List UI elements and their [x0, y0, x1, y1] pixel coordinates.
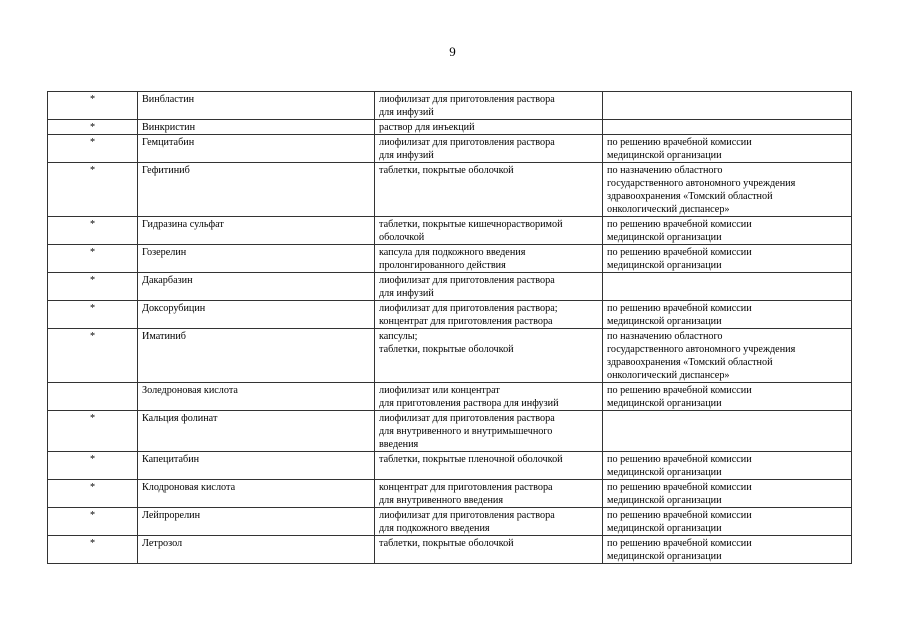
prescription-note	[603, 245, 852, 273]
dosage-form-line: введения	[379, 439, 419, 450]
table-row	[48, 508, 852, 536]
prescription-note-line: государственного автономного учреждения	[607, 344, 796, 355]
dosage-form-line: лиофилизат для приготовления раствора	[379, 510, 555, 521]
dosage-form-line: таблетки, покрытые оболочкой	[379, 165, 514, 176]
dosage-form-line: лиофилизат для приготовления раствора	[379, 413, 555, 424]
dosage-form-line: для приготовления раствора для инфузий	[379, 398, 559, 409]
table-row	[48, 383, 852, 411]
drug-name: Кальция фолинат	[138, 411, 375, 452]
dosage-form-line: таблетки, покрытые кишечнорастворимой	[379, 219, 563, 230]
dosage-form	[375, 273, 603, 301]
table-row	[48, 536, 852, 564]
drug-name: Летрозол	[138, 536, 375, 564]
prescription-note	[603, 452, 852, 480]
prescription-note	[603, 301, 852, 329]
dosage-form-line: для внутривенного введения	[379, 495, 504, 506]
dosage-form-line: для инфузий	[379, 288, 434, 299]
row-mark: *	[48, 135, 138, 163]
dosage-form	[375, 301, 603, 329]
prescription-note	[603, 163, 852, 217]
drug-name: Доксорубицин	[138, 301, 375, 329]
prescription-note	[603, 92, 852, 120]
prescription-note-line: медицинской организации	[607, 523, 722, 534]
prescription-note	[603, 508, 852, 536]
table-row	[48, 120, 852, 135]
dosage-form-line: для подкожного введения	[379, 523, 490, 534]
drug-name: Капецитабин	[138, 452, 375, 480]
drug-name: Гидразина сульфат	[138, 217, 375, 245]
prescription-note	[603, 536, 852, 564]
drug-name: Гозерелин	[138, 245, 375, 273]
prescription-note-line: онкологический диспансер»	[607, 370, 730, 381]
dosage-form	[375, 120, 603, 135]
prescription-note-line: по решению врачебной комиссии	[607, 454, 752, 465]
dosage-form-line: капсула для подкожного введения	[379, 247, 526, 258]
prescription-note-line: медицинской организации	[607, 495, 722, 506]
prescription-note	[603, 383, 852, 411]
dosage-form	[375, 508, 603, 536]
prescription-note-line: по решению врачебной комиссии	[607, 385, 752, 396]
drug-name: Иматиниб	[138, 329, 375, 383]
dosage-form-line: таблетки, покрытые оболочкой	[379, 344, 514, 355]
prescription-note-line: по решению врачебной комиссии	[607, 137, 752, 148]
table-row	[48, 329, 852, 383]
drug-name: Лейпрорелин	[138, 508, 375, 536]
dosage-form-line: концентрат для приготовления раствора	[379, 316, 553, 327]
page-number: 9	[449, 44, 456, 59]
dosage-form	[375, 480, 603, 508]
drug-name: Винкристин	[138, 120, 375, 135]
row-mark: *	[48, 301, 138, 329]
table-row	[48, 273, 852, 301]
table-row	[48, 301, 852, 329]
dosage-form-line: таблетки, покрытые оболочкой	[379, 538, 514, 549]
dosage-form-line: пролонгированного действия	[379, 260, 506, 271]
dosage-form	[375, 135, 603, 163]
prescription-note-line: медицинской организации	[607, 551, 722, 562]
prescription-note	[603, 480, 852, 508]
dosage-form	[375, 329, 603, 383]
table-row	[48, 480, 852, 508]
dosage-form-line: для внутривенного и внутримышечного	[379, 426, 553, 437]
prescription-note-line: здравоохранения «Томский областной	[607, 357, 773, 368]
drug-name: Клодроновая кислота	[138, 480, 375, 508]
drug-name: Гефитиниб	[138, 163, 375, 217]
table-row	[48, 217, 852, 245]
table-body	[48, 92, 852, 564]
row-mark	[48, 383, 138, 411]
row-mark: *	[48, 536, 138, 564]
dosage-form-line: лиофилизат или концентрат	[379, 385, 500, 396]
dosage-form-line: лиофилизат для приготовления раствора;	[379, 303, 558, 314]
prescription-note-line: по назначению областного	[607, 331, 723, 342]
row-mark: *	[48, 92, 138, 120]
dosage-form-line: лиофилизат для приготовления раствора	[379, 94, 555, 105]
prescription-note	[603, 135, 852, 163]
prescription-note	[603, 120, 852, 135]
dosage-form	[375, 92, 603, 120]
dosage-form-line: лиофилизат для приготовления раствора	[379, 275, 555, 286]
dosage-form-line: для инфузий	[379, 107, 434, 118]
prescription-note-line: медицинской организации	[607, 398, 722, 409]
table-row	[48, 163, 852, 217]
drug-name: Винбластин	[138, 92, 375, 120]
row-mark: *	[48, 245, 138, 273]
row-mark: *	[48, 480, 138, 508]
table-row	[48, 411, 852, 452]
prescription-note	[603, 273, 852, 301]
prescription-note-line: по решению врачебной комиссии	[607, 247, 752, 258]
table-row	[48, 135, 852, 163]
prescription-note-line: медицинской организации	[607, 260, 722, 271]
prescription-note-line: медицинской организации	[607, 316, 722, 327]
prescription-note-line: медицинской организации	[607, 467, 722, 478]
prescription-note-line: по решению врачебной комиссии	[607, 303, 752, 314]
drug-name: Дакарбазин	[138, 273, 375, 301]
prescription-note-line: по решению врачебной комиссии	[607, 510, 752, 521]
dosage-form-line: для инфузий	[379, 150, 434, 161]
dosage-form-line: таблетки, покрытые пленочной оболочкой	[379, 454, 563, 465]
dosage-form-line: раствор для инъекций	[379, 122, 475, 133]
prescription-note-line: по назначению областного	[607, 165, 723, 176]
dosage-form-line: капсулы;	[379, 331, 418, 342]
row-mark: *	[48, 411, 138, 452]
dosage-form	[375, 217, 603, 245]
drug-name: Гемцитабин	[138, 135, 375, 163]
prescription-note-line: онкологический диспансер»	[607, 204, 730, 215]
table-row	[48, 92, 852, 120]
prescription-note-line: государственного автономного учреждения	[607, 178, 796, 189]
dosage-form	[375, 411, 603, 452]
row-mark: *	[48, 120, 138, 135]
drug-name: Золедроновая кислота	[138, 383, 375, 411]
row-mark: *	[48, 273, 138, 301]
dosage-form	[375, 163, 603, 217]
table-row	[48, 452, 852, 480]
row-mark: *	[48, 508, 138, 536]
prescription-note-line: медицинской организации	[607, 232, 722, 243]
prescription-note	[603, 217, 852, 245]
drug-table	[47, 91, 852, 564]
dosage-form-line: оболочкой	[379, 232, 425, 243]
prescription-note-line: медицинской организации	[607, 150, 722, 161]
prescription-note-line: по решению врачебной комиссии	[607, 538, 752, 549]
dosage-form	[375, 536, 603, 564]
dosage-form	[375, 452, 603, 480]
prescription-note-line: по решению врачебной комиссии	[607, 219, 752, 230]
prescription-note-line: по решению врачебной комиссии	[607, 482, 752, 493]
row-mark: *	[48, 217, 138, 245]
table-row	[48, 245, 852, 273]
dosage-form-line: лиофилизат для приготовления раствора	[379, 137, 555, 148]
row-mark: *	[48, 329, 138, 383]
dosage-form-line: концентрат для приготовления раствора	[379, 482, 553, 493]
row-mark: *	[48, 452, 138, 480]
prescription-note-line: здравоохранения «Томский областной	[607, 191, 773, 202]
prescription-note	[603, 329, 852, 383]
dosage-form	[375, 383, 603, 411]
prescription-note	[603, 411, 852, 452]
dosage-form	[375, 245, 603, 273]
row-mark: *	[48, 163, 138, 217]
